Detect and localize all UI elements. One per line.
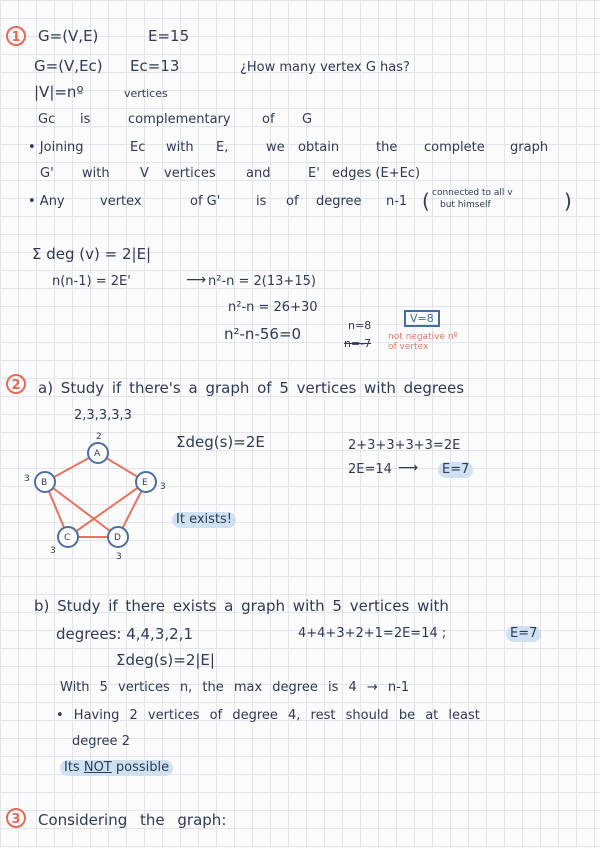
bullet1b-w3: V [140, 166, 149, 181]
part-a-calc-2: 2E=14 [348, 462, 392, 477]
not-possible-result [60, 760, 173, 776]
bullet1-w5: we [266, 140, 285, 155]
node-label-d: D [114, 533, 121, 543]
bullet1-w7: the [376, 140, 398, 155]
not-possible-w3: possible [115, 760, 170, 775]
bullet1b-w4: vertices [164, 166, 216, 181]
bullet1-w3: with [166, 140, 194, 155]
rejected-note-2: of vertex [388, 342, 429, 352]
vertex-notation: |V|=nº [34, 83, 84, 101]
bullet2-w1: • Any [28, 194, 65, 209]
complement-edge-count: Ec=13 [130, 57, 180, 75]
note-line-1: connected to all v [432, 188, 513, 198]
part-a-edges-result: E=7 [438, 462, 473, 478]
note-paren-right: ) [564, 189, 572, 213]
part-b-line-2: degrees: 4,4,3,2,1 [56, 625, 193, 643]
degree-label-c: 3 [50, 546, 56, 556]
bullet1b-w5: and [246, 166, 271, 181]
bullet1b-w1: G' [40, 166, 54, 181]
part-b-line-3: With 5 vertices n, the max degree is 4 → n-1 [60, 680, 410, 695]
part-b-calc: 4+4+3+2+1=2E=14 ; [298, 626, 447, 641]
part-a-line-1: a) Study if there's a graph of 5 vertices with degrees [38, 379, 465, 397]
section-3-number: 3 [6, 808, 26, 828]
node-label-c: C [64, 533, 71, 543]
line-gc-5: G [302, 112, 313, 127]
line-gc-4: of [262, 112, 275, 127]
part-a-degrees: 2,3,3,3,3 [74, 408, 132, 423]
node-label-e: E [142, 478, 148, 488]
note-line-2: but himself [440, 200, 491, 210]
equation-2b: n²-n = 2(13+15) [208, 274, 316, 289]
part-b-line-5: degree 2 [72, 734, 130, 749]
graph-definition: G=(V,E) [38, 27, 99, 45]
arrow-icon-2: ⟶ [398, 460, 419, 476]
equation-4: n²-n-56=0 [224, 325, 302, 343]
bullet1-w4: E, [216, 140, 229, 155]
line-gc-3: complementary [128, 112, 231, 127]
node-label-a: A [94, 449, 101, 459]
rejected-note-1: not negative nº [388, 332, 458, 342]
bullet2-w3: of G' [190, 194, 221, 209]
line-gc-1: Gc [38, 112, 56, 127]
section-2-number: 2 [6, 374, 26, 394]
degree-label-a: 2 [96, 432, 102, 442]
exists-result: It exists! [172, 512, 236, 528]
degree-sum-equation: Σ deg (v) = 2|E| [32, 245, 152, 263]
part-b-line-1: b) Study if there exists a graph with 5 vertices with [34, 597, 449, 615]
bullet2-w5: of [286, 194, 299, 209]
part-b-line-4: • Having 2 vertices of degree 4, rest should be at least [56, 708, 480, 723]
arrow-icon: ⟶ [186, 272, 207, 288]
not-possible-w1: Its [64, 760, 80, 775]
node-label-b: B [41, 478, 48, 488]
equation-3: n²-n = 26+30 [228, 300, 318, 315]
root-negative: n=-7 [344, 337, 372, 350]
not-possible-w2: NOT [83, 760, 112, 775]
degree-label-d: 3 [116, 552, 122, 562]
part-a-calc-1: 2+3+3+3+3=2E [348, 438, 461, 453]
degree-label-b: 3 [24, 474, 30, 484]
bullet1-w8: complete [424, 140, 485, 155]
line-gc-2: is [80, 112, 91, 127]
section-1-number: 1 [6, 26, 26, 46]
bullet1b-w6: E' [308, 166, 320, 181]
complement-definition: G=(V,Ec) [34, 57, 103, 75]
bullet1-w9: graph [510, 140, 549, 155]
degree-label-e: 3 [160, 482, 166, 492]
bullet1b-w7: edges (E+Ec) [332, 166, 421, 181]
question: ¿How many vertex G has? [240, 60, 410, 75]
bullet2-w6: degree [316, 194, 362, 209]
part-a-sum: Σdeg(s)=2E [176, 433, 265, 451]
bullet2-w7: n-1 [386, 194, 408, 209]
equation-2a: n(n-1) = 2E' [52, 274, 131, 289]
part-b-edges-result: E=7 [506, 626, 541, 642]
bullet1b-w2: with [82, 166, 110, 181]
bullet1-w6: obtain [298, 140, 340, 155]
vertex-result-box: V=8 [404, 310, 440, 327]
vertices-label: vertices [124, 87, 168, 100]
bullet2-w2: vertex [100, 194, 142, 209]
section-3-text: Considering the graph: [38, 811, 227, 829]
part-b-sum: Σdeg(s)=2|E| [116, 651, 215, 669]
bullet2-w4: is [256, 194, 267, 209]
bullet1-w2: Ec [130, 140, 146, 155]
root-positive: n=8 [348, 319, 372, 332]
bullet1-w1: • Joining [28, 140, 84, 155]
edge-count: E=15 [148, 27, 190, 45]
note-paren-left: ( [422, 189, 430, 213]
